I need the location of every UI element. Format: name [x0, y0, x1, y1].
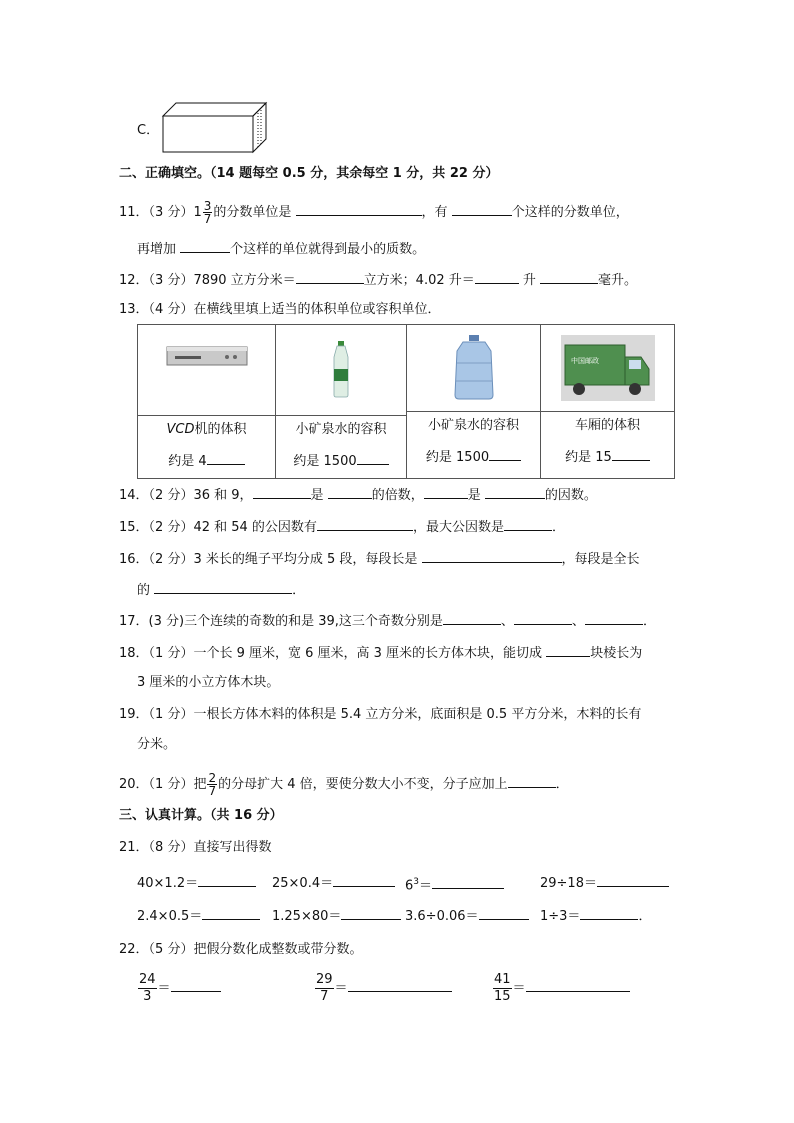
- water-bottle-cell: 小矿泉水的容积 约是 1500: [276, 325, 407, 479]
- answer-blank[interactable]: [485, 484, 545, 499]
- answer-blank[interactable]: [296, 269, 364, 284]
- calc-3: $6^3=$: [405, 872, 504, 896]
- calc-5: 2.4×0.5＝: [137, 905, 260, 927]
- calc-2: 25×0.4＝: [272, 872, 395, 894]
- answer-blank[interactable]: [296, 201, 422, 216]
- question-13: 13．（4 分）在横线里填上适当的体积单位或容积单位．: [119, 302, 441, 317]
- mail-truck-image: [561, 335, 655, 401]
- section-2-title: 二、正确填空。（14 题每空 0.5 分，其余每空 1 分，共 22 分）: [119, 166, 499, 181]
- question-21: 21．（8 分）直接写出得数: [119, 840, 272, 855]
- answer-blank[interactable]: [202, 905, 260, 920]
- water-jug-cell: 小矿泉水的容积 约是 1500: [407, 325, 541, 479]
- question-19: 19．（1 分）一根长方体木料的体积是 5.4 立方分米，底面积是 0.5 平方分米，木料的长有: [119, 707, 642, 722]
- question-14: 14．（2 分）36 和 9， 是 的倍数， 是 的因数。: [119, 484, 597, 506]
- answer-blank[interactable]: [514, 610, 572, 625]
- question-18: 18．（1 分）一个长 9 厘米，宽 6 厘米，高 3 厘米的长方体木块，能切成 块棱长为: [119, 642, 642, 664]
- answer-blank[interactable]: [207, 450, 245, 465]
- question-15: 15．（2 分）42 和 54 的公因数有 ，最大公因数是 ．: [119, 516, 565, 538]
- option-c-label: C．: [137, 123, 160, 138]
- cuboid-figure: [160, 100, 270, 156]
- answer-blank[interactable]: [333, 872, 395, 887]
- calc-7: 3.6÷0.06＝: [405, 905, 529, 927]
- question-16: 16．（2 分）3 米长的绳子平均分成 5 段，每段长是 ，每段是全长: [119, 548, 640, 570]
- section-3-title: 三、认真计算。（共 16 分）: [119, 808, 283, 823]
- answer-blank[interactable]: [198, 872, 256, 887]
- answer-blank[interactable]: [443, 610, 501, 625]
- answer-blank[interactable]: [171, 977, 221, 992]
- calc-4: 29÷18＝: [540, 872, 669, 894]
- answer-blank[interactable]: [432, 874, 504, 889]
- answer-blank[interactable]: [422, 548, 562, 563]
- answer-blank[interactable]: [504, 516, 552, 531]
- answer-blank[interactable]: [489, 446, 521, 461]
- answer-blank[interactable]: [180, 238, 230, 253]
- question-11-line-2: 再增加 个这样的单位就得到最小的质数。: [137, 238, 425, 260]
- question-16-line-2: 的 ．: [137, 579, 305, 601]
- answer-blank[interactable]: [357, 450, 389, 465]
- unit-table: [137, 324, 675, 479]
- answer-blank[interactable]: [341, 905, 401, 920]
- calc-1: 40×1.2＝: [137, 872, 256, 894]
- calc-6: 1.25×80＝: [272, 905, 401, 927]
- water-jug-image: [449, 333, 499, 403]
- answer-blank[interactable]: [508, 773, 556, 788]
- fraction-2-7: $\frac{2}{7}$: [208, 771, 217, 798]
- question-12: 12．（3 分）7890 立方分米＝ 立方米；4.02 升＝ 升 毫升。: [119, 269, 637, 291]
- question-22: 22．（5 分）把假分数化成整数或带分数。: [119, 942, 363, 957]
- answer-blank[interactable]: [546, 642, 590, 657]
- answer-blank[interactable]: [540, 269, 598, 284]
- improper-fraction-3: $\frac{41}{15}$ ＝: [492, 972, 630, 1005]
- answer-blank[interactable]: [585, 610, 643, 625]
- question-19-line-2: 分米。: [137, 737, 177, 752]
- water-bottle-image: [326, 339, 356, 399]
- vcd-cell: VCD机的体积 约是 4: [138, 325, 276, 479]
- answer-blank[interactable]: [154, 579, 292, 594]
- answer-blank[interactable]: [475, 269, 519, 284]
- answer-blank[interactable]: [612, 446, 650, 461]
- answer-blank[interactable]: [526, 977, 630, 992]
- truck-cell: 中国邮政 车厢的体积 约是 15: [541, 325, 675, 479]
- calc-8: 1÷3＝ ．: [540, 905, 651, 927]
- question-18-line-2: 3 厘米的小立方体木块。: [137, 675, 280, 690]
- vcd-player-image: [165, 343, 249, 369]
- answer-blank[interactable]: [424, 484, 468, 499]
- answer-blank[interactable]: [317, 516, 413, 531]
- answer-blank[interactable]: [479, 905, 529, 920]
- question-11: 11．（3 分）1 $\frac{3}{7}$ 的分数单位是 ，有 个这样的分数单位，: [119, 199, 629, 226]
- truck-logo-text: 中国邮政: [570, 357, 599, 365]
- answer-blank[interactable]: [328, 484, 372, 499]
- fraction-3-7: $\frac{3}{7}$: [203, 199, 212, 226]
- improper-fraction-2: $\frac{29}{7}$ ＝: [314, 972, 452, 1005]
- answer-blank[interactable]: [348, 977, 452, 992]
- answer-blank[interactable]: [452, 201, 512, 216]
- answer-blank[interactable]: [580, 905, 638, 920]
- question-17: 17．(3 分)三个连续的奇数的和是 39,这三个奇数分别是 、 、 ．: [119, 610, 656, 632]
- answer-blank[interactable]: [253, 484, 311, 499]
- answer-blank[interactable]: [597, 872, 669, 887]
- question-20: 20．（1 分）把 $\frac{2}{7}$ 的分母扩大 4 倍，要使分数大小不变，分子应加上 ．: [119, 771, 569, 798]
- improper-fraction-1: $\frac{24}{3}$ ＝: [137, 972, 221, 1005]
